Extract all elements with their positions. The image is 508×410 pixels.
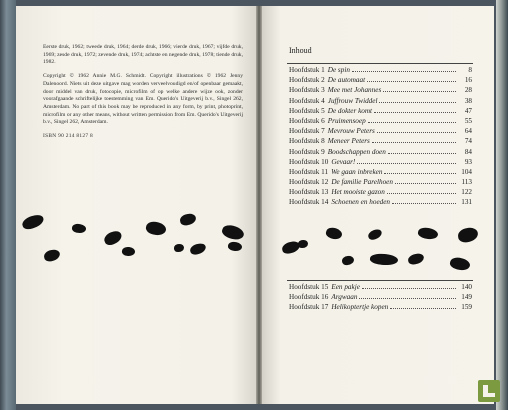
toc-page-number: 64 (464, 127, 472, 136)
toc-leader-dots (379, 102, 456, 103)
toc-row (289, 198, 472, 208)
toc-top-rule (287, 63, 473, 64)
toc-chapter-number: Hoofdstuk 6 (289, 116, 325, 125)
toc-chapter-title: Gevaar! (331, 157, 356, 166)
toc-chapter-title: De dokter komt (327, 106, 373, 115)
toc-page-number: 55 (464, 116, 472, 125)
toc-chapter-number: Hoofdstuk 2 (289, 76, 325, 85)
toc-row (289, 178, 472, 188)
toc-chapter-number: Hoofdstuk 9 (289, 147, 325, 156)
book-cover-edge-left (0, 0, 16, 410)
toc-leader-dots (367, 81, 456, 82)
isbn: ISBN 90 214 8127 8 (43, 133, 94, 140)
toc-chapter-title: Mevrouw Peters (327, 127, 375, 136)
toc-chapter-number: Hoofdstuk 12 (289, 178, 329, 187)
library-logo-icon (478, 380, 500, 402)
toc-row (289, 303, 472, 313)
toc-leader-dots (387, 193, 456, 194)
toc-leader-dots (352, 71, 456, 72)
toc-chapter-number: Hoofdstuk 11 (289, 167, 329, 176)
toc-leader-dots (377, 132, 456, 133)
toc-row (289, 137, 472, 147)
toc-chapter-number: Hoofdstuk 13 (289, 188, 329, 197)
toc-chapter-title: We gaan inbreken (331, 167, 383, 176)
toc-page-number: 122 (461, 188, 472, 197)
toc-chapter-title: Argwaan (331, 293, 358, 302)
book-cover-edge-right (496, 0, 508, 410)
copyright-notice: Copyright © 1962 Annie M.G. Schmidt. Copyright illustrations © 1962 Jenny Dalenoord. Niets uit deze uitgave mag worden verveelvoudigd en/of openbaar gemaakt, door middel van druk, fotocopie, microfilm of op welke andere wijze ook, zonder voorafgaande schriftelijke toestemming van Em. Querido's Uitgeverij b.v., Singel 262, Amsterdam. No part of this book may be reproduced in any form, by print, photoprint, microfilm or any other means, without written permission from Em. Querido's Uitgeverij b.v., Singel 262, Amsterdam. (43, 73, 243, 126)
toc-row (289, 293, 472, 303)
toc-page-number: 74 (464, 137, 472, 146)
toc-leader-dots (368, 122, 456, 123)
toc-row (289, 188, 472, 198)
toc-chapter-title: Meneer Peters (327, 137, 370, 146)
toc-chapter-number: Hoofdstuk 17 (289, 303, 329, 312)
toc-heading: Inhoud (289, 46, 312, 55)
toc-chapter-number: Hoofdstuk 8 (289, 137, 325, 146)
toc-chapter-title: De familie Parelhoen (331, 178, 393, 187)
toc-page-number: 159 (461, 303, 472, 312)
toc-chapter-title: Schoenen en hoeden (331, 198, 391, 207)
toc-chapter-title: De automaat (327, 76, 366, 85)
toc-page-number: 28 (464, 86, 472, 95)
toc-chapter-title: Juffrouw Twiddel (327, 96, 378, 105)
toc-page-number: 140 (461, 283, 472, 291)
toc-list-main (289, 66, 472, 209)
toc-leader-dots (384, 173, 456, 174)
toc-chapter-number: Hoofdstuk 4 (289, 96, 325, 105)
toc-page-number: 93 (464, 157, 472, 166)
toc-chapter-title: Pruimensoep (327, 116, 366, 125)
toc-leader-dots (388, 153, 456, 154)
toc-page-number: 131 (461, 198, 472, 207)
toc-row (289, 76, 472, 86)
toc-row (289, 158, 472, 168)
toc-leader-dots (395, 183, 456, 184)
toc-page-number: 8 (468, 66, 472, 74)
toc-leader-dots (359, 298, 456, 299)
toc-page-number: 149 (461, 293, 472, 302)
toc-row (289, 168, 472, 178)
toc-list-continued (289, 283, 472, 314)
toc-leader-dots (357, 163, 456, 164)
toc-leader-dots (372, 142, 456, 143)
toc-second-rule (287, 280, 473, 281)
edition-history: Eerste druk, 1962; tweede druk, 1964; derde druk, 1966; vierde druk, 1967; vijfde druk, 1969; zesde druk, 1972; zevende druk, 1974; achtste en negende druk, 1978; tiende druk, 1982. (43, 44, 243, 66)
toc-page-number: 47 (464, 106, 472, 115)
toc-chapter-title: Helikoptertje kopen (331, 303, 389, 312)
toc-row (289, 107, 472, 117)
toc-chapter-number: Hoofdstuk 3 (289, 86, 325, 95)
toc-leader-dots (390, 308, 456, 309)
toc-leader-dots (392, 203, 456, 204)
toc-chapter-number: Hoofdstuk 1 (289, 66, 325, 74)
colophon (43, 44, 243, 147)
toc-chapter-title: Mee met Johannes (327, 86, 382, 95)
toc-leader-dots (383, 91, 456, 92)
toc-chapter-number: Hoofdstuk 10 (289, 157, 329, 166)
toc-row (289, 97, 472, 107)
toc-row (289, 66, 472, 76)
toc-leader-dots (362, 288, 456, 289)
toc-chapter-title: Een pakje (331, 283, 360, 291)
toc-page-number: 38 (464, 96, 472, 105)
toc-leader-dots (374, 112, 456, 113)
toc-row (289, 283, 472, 293)
toc-chapter-title: De spin (327, 66, 350, 74)
toc-row (289, 148, 472, 158)
toc-chapter-number: Hoofdstuk 7 (289, 127, 325, 136)
toc-page-number: 16 (464, 76, 472, 85)
toc-chapter-title: Boodschappen doen (327, 147, 386, 156)
toc-page-number: 104 (461, 167, 472, 176)
toc-row (289, 117, 472, 127)
toc-chapter-number: Hoofdstuk 14 (289, 198, 329, 207)
toc-page-number: 84 (464, 147, 472, 156)
toc-row (289, 127, 472, 137)
toc-chapter-number: Hoofdstuk 15 (289, 283, 329, 291)
toc-chapter-number: Hoofdstuk 16 (289, 293, 329, 302)
toc-row (289, 86, 472, 96)
toc-page-number: 113 (461, 178, 472, 187)
toc-chapter-number: Hoofdstuk 5 (289, 106, 325, 115)
toc-chapter-title: Het mooiste gazon (331, 188, 385, 197)
